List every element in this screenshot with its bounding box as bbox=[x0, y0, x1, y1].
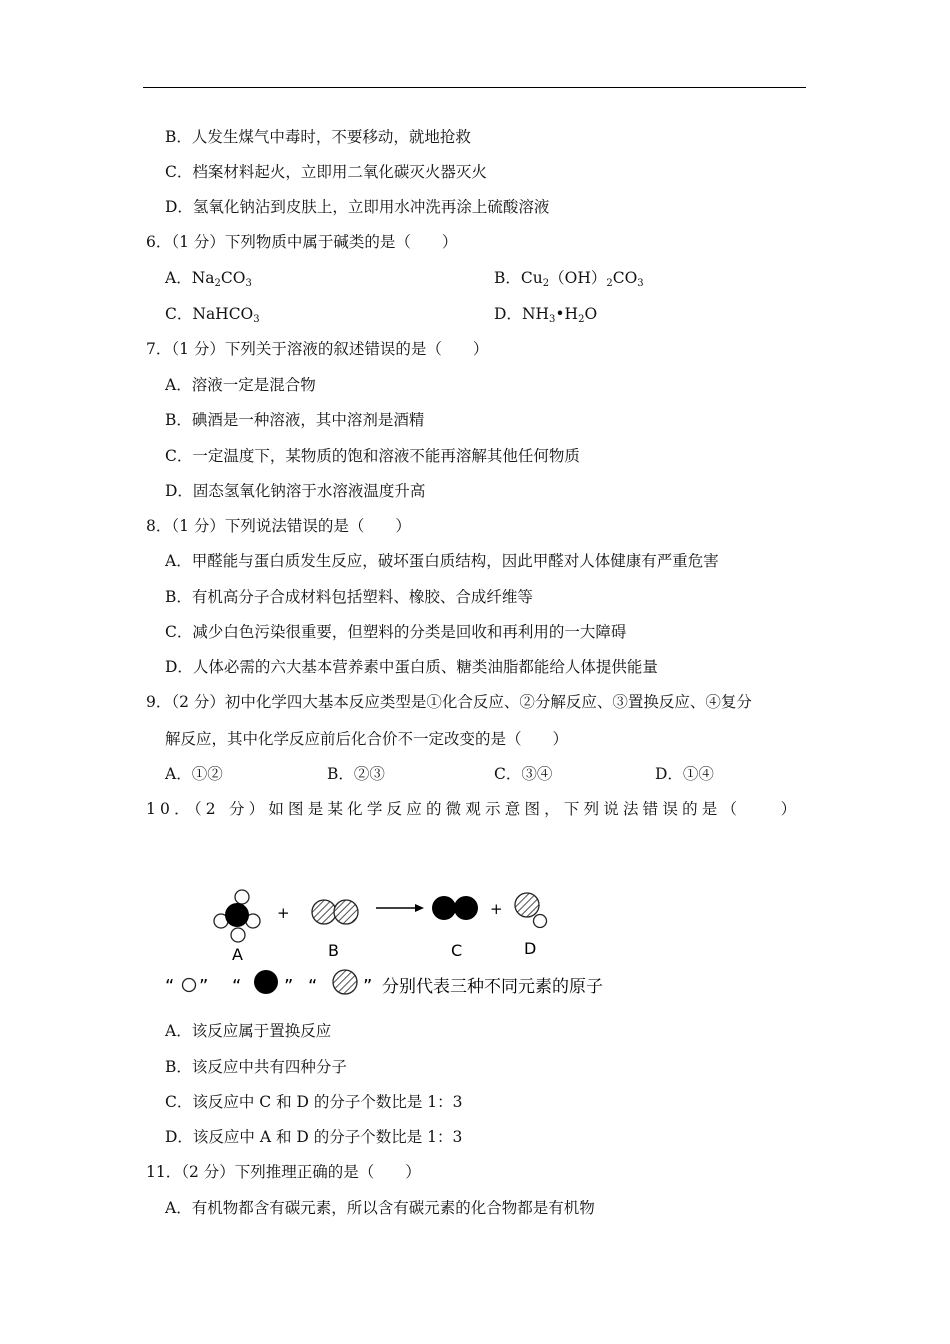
q7-option-d: D．固态氢氧化钠溶于水溶液温度升高 bbox=[165, 482, 426, 500]
q10-option-c: C．该反应中 C 和 D 的分子个数比是 1：3 bbox=[165, 1093, 463, 1111]
header-rule bbox=[143, 87, 806, 88]
q8-option-b: B．有机高分子合成材料包括塑料、橡胶、合成纤维等 bbox=[165, 588, 533, 606]
q9-option-d: D．①④ bbox=[655, 765, 714, 783]
q7-option-b: B．碘酒是一种溶液，其中溶剂是酒精 bbox=[165, 411, 425, 429]
legend-quote-6: ” bbox=[363, 976, 373, 997]
label-c: C bbox=[451, 941, 463, 960]
legend-quote-1: “ bbox=[165, 976, 175, 997]
legend-white-atom bbox=[183, 979, 196, 992]
q6-option-c: C．NaHCO$_3$ bbox=[165, 305, 260, 325]
q6-option-b: B．$Cu_2(OH)_2CO_3$ bbox=[494, 269, 644, 289]
label-d: D bbox=[524, 939, 537, 958]
q6-stem: 6．（1 分）下列物质中属于碱类的是（ ） bbox=[146, 233, 458, 251]
q5-option-b: B．人发生煤气中毒时，不要移动，就地抢救 bbox=[165, 128, 471, 146]
q9-option-b: B．②③ bbox=[327, 765, 385, 783]
q8-option-a: A．甲醛能与蛋白质发生反应，破坏蛋白质结构，因此甲醛对人体健康有严重危害 bbox=[165, 552, 719, 570]
legend-quote-5: “ bbox=[308, 976, 318, 997]
molecule-d bbox=[515, 893, 547, 928]
legend-quote-4: ” bbox=[284, 976, 294, 997]
molecule-b bbox=[312, 900, 358, 924]
q7-option-c: C．一定温度下，某物质的饱和溶液不能再溶解其他任何物质 bbox=[165, 447, 580, 465]
q5-option-c: C．档案材料起火，立即用二氧化碳灭火器灭火 bbox=[165, 163, 487, 181]
q9-stem-line1: 9．（2 分）初中化学四大基本反应类型是①化合反应、②分解反应、③置换反应、④复分 bbox=[146, 693, 752, 711]
q10-option-a: A．该反应属于置换反应 bbox=[165, 1022, 332, 1040]
legend bbox=[165, 970, 603, 997]
reaction-arrow bbox=[376, 904, 424, 912]
q5-option-d: D．氢氧化钠沾到皮肤上，立即用水冲洗再涂上硫酸溶液 bbox=[165, 198, 550, 216]
legend-hatched-atom bbox=[333, 970, 357, 994]
q6-option-d: D．$NH_3•H_2O$ bbox=[494, 305, 598, 325]
q8-option-c: C．减少白色污染很重要，但塑料的分类是回收和再利用的一大障碍 bbox=[165, 623, 627, 641]
q7-stem: 7．（1 分）下列关于溶液的叙述错误的是（ ） bbox=[146, 340, 489, 358]
q10-option-d: D．该反应中 A 和 D 的分子个数比是 1：3 bbox=[165, 1128, 463, 1146]
legend-text: 分别代表三种不同元素的原子 bbox=[382, 977, 603, 997]
q7-option-a: A．溶液一定是混合物 bbox=[165, 376, 316, 394]
label-a: A bbox=[232, 945, 243, 964]
q11-stem: 11．（2 分）下列推理正确的是（ ） bbox=[146, 1163, 421, 1181]
legend-quote-3: “ bbox=[232, 976, 242, 997]
label-b: B bbox=[328, 941, 339, 960]
legend-quote-2: ” bbox=[199, 976, 209, 997]
q9-stem-line2: 解反应，其中化学反应前后化合价不一定改变的是（ ） bbox=[165, 730, 569, 748]
q10-option-b: B．该反应中共有四种分子 bbox=[165, 1058, 347, 1076]
q9-option-c: C．③④ bbox=[494, 765, 553, 783]
q8-option-d: D．人体必需的六大基本营养素中蛋白质、糖类油脂都能给人体提供能量 bbox=[165, 658, 658, 676]
q10-stem: 10．（2 分）如图是某化学反应的微观示意图，下列说法错误的是（ ） bbox=[146, 800, 801, 818]
q9-option-a: A．①② bbox=[165, 765, 223, 783]
molecule-c bbox=[432, 896, 478, 920]
plus-sign-1: + bbox=[277, 904, 290, 922]
legend-black-atom bbox=[254, 970, 278, 994]
plus-sign-2: + bbox=[490, 900, 503, 918]
molecule-a bbox=[214, 890, 260, 942]
q11-option-a: A．有机物都含有碳元素，所以含有碳元素的化合物都是有机物 bbox=[165, 1199, 595, 1217]
q8-stem: 8．（1 分）下列说法错误的是（ ） bbox=[146, 517, 411, 535]
q6-option-a: A．$Na_2CO_3$ bbox=[165, 269, 252, 289]
reaction-diagram bbox=[160, 880, 640, 1000]
